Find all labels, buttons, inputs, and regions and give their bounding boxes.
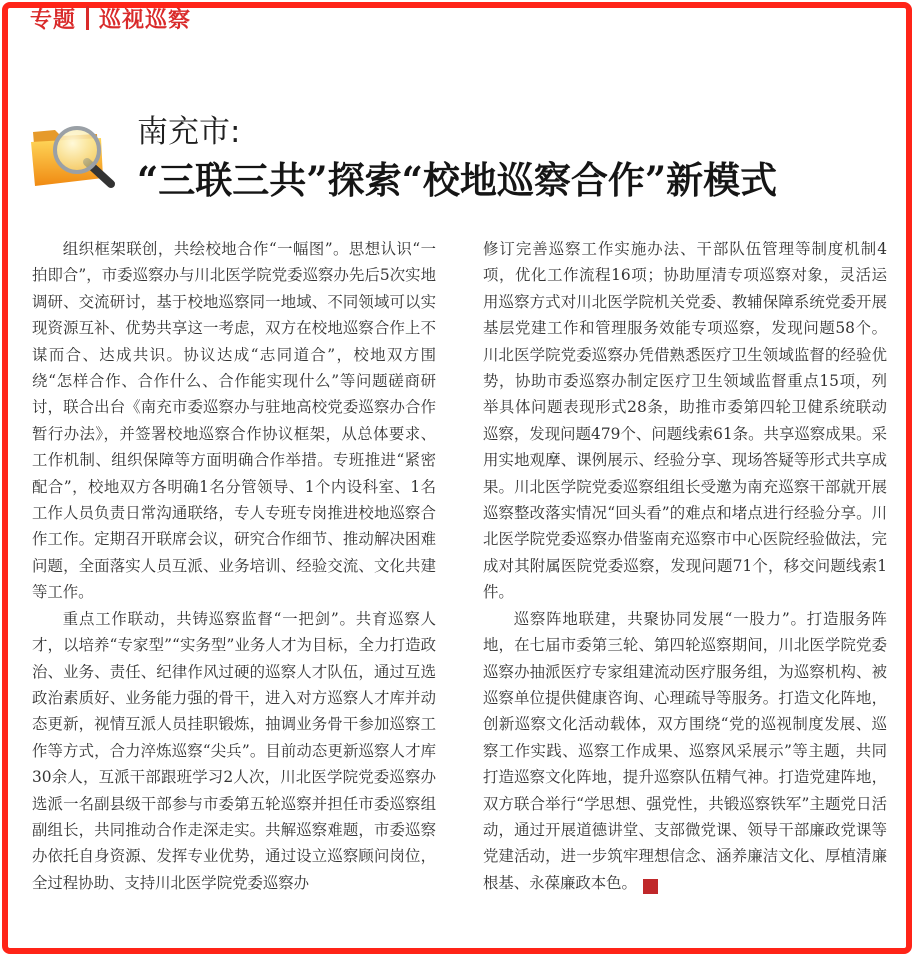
header-divider bbox=[86, 6, 89, 30]
headline: “三联三共”探索“校地巡察合作”新模式 bbox=[137, 158, 778, 202]
title-kicker: 南充市: bbox=[137, 114, 241, 150]
paragraph bbox=[483, 606, 887, 896]
article-column-2 bbox=[483, 236, 887, 896]
column-label: 巡视巡察 bbox=[99, 7, 192, 33]
paragraph: 组织框架联创，共绘校地合作“一幅图”。思想认识“一拍即合”，市委巡察办与川北医学院党委巡察办先后5次实地调研、交流研讨，基于校地巡察同一地域、不同领域可以实现资源互补、优势共享这一考虑，双方在校地巡察合作上不谋而合、达成共识。协议达成“志同道合”，校地双方围绕“怎样合作、合作什么、合作能实现什么”等问题磋商研讨，联合出台《南充市委巡察办与驻地高校党委巡察办合作暂行办法》，并签署校地巡察合作协议框架，从总体要求、工作机制、组织保障等方面明确合作举措。专班推进“紧密配合”，校地双方各明确1名分管领导、1个内设科室、1名工作人员负责日常沟通联络，专人专班专岗推进校地巡察合作工作。定期召开联席会议，研究合作细节、推动解决困难问题，全面落实人员互派、业务培训、经验交流、文化共建等工作。 bbox=[32, 240, 436, 602]
folder-magnifier-icon bbox=[27, 112, 125, 192]
section-header bbox=[30, 2, 191, 34]
article-column-1 bbox=[32, 236, 436, 896]
paragraph: 重点工作联动，共铸巡察监督“一把剑”。共育巡察人才，以培养“专家型”“实务型”业务人才为目标，全力打造政治、业务、责任、纪律作风过硬的巡察人才队伍，通过互选政治素质好、业务能力强的骨干，进入对方巡察人才库并动态更新，视情互派人员挂职锻炼，抽调业务骨干参加巡察工作等方式，合力淬炼巡察“尖兵”。目前动态更新巡察人才库30余人，互派干部跟班学习2人次，川北医学院党委巡察办选派一名副县级干部参与市委第五轮巡察并担任市委巡察组副组长，共同推动合作走深走实。共解巡察难题，市委巡察办依托自身资源、发挥专业优势，通过设立巡察顾问岗位，全过程协助、支持川北医学院党委巡察办 bbox=[32, 609, 436, 892]
end-mark-icon: 廉 bbox=[643, 879, 658, 894]
paragraph-text: 巡察阵地联建，共聚协同发展“一股力”。打造服务阵地，在七届市委第三轮、第四轮巡察期间，川北医学院党委巡察办抽派医疗专家组建流动医疗服务组，为巡察机构、被巡察单位提供健康咨询、心理疏导等服务。打造文化阵地，创新巡察文化活动载体，双方围绕“党的巡视制度发展、巡察工作实践、巡察工作成果、巡察风采展示”等主题，共同打造巡察文化阵地，提升巡察队伍精气神。打造党建阵地，双方联合举行“学思想、强党性，共锻巡察铁军”主题党日活动，通过开展道德讲堂、支部微党课、领导干部廉政党课等党建活动，进一步筑牢理想信念、涵养廉洁文化、厚植清廉根基、永葆廉政本色。 bbox=[483, 609, 887, 892]
section-label: 专题 bbox=[30, 7, 77, 33]
paragraph-continued: 修订完善巡察工作实施办法、干部队伍管理等制度机制4项，优化工作流程16项；协助厘清专项巡察对象，灵活运用巡察方式对川北医学院机关党委、教辅保障系统党委开展基层党建工作和管理服务效能专项巡察，发现问题58个。川北医学院党委巡察办凭借熟悉医疗卫生领域监督的经验优势，协助市委巡察办制定医疗卫生领域监督重点15项，列举具体问题表现形式28条，助推市委第四轮卫健系统联动巡察，发现问题479个、问题线索61条。共享巡察成果。采用实地观摩、课例展示、经验分享、现场答疑等形式共享成果。川北医学院党委巡察组组长受邀为南充巡察干部就开展巡察整改落实情况“回头看”的难点和堵点进行经验分享。川北医学院党委巡察办借鉴南充巡察市中心医院经验做法，完成对其附属医院党委巡察，发现问题71个，移交问题线索1件。 bbox=[483, 240, 887, 602]
